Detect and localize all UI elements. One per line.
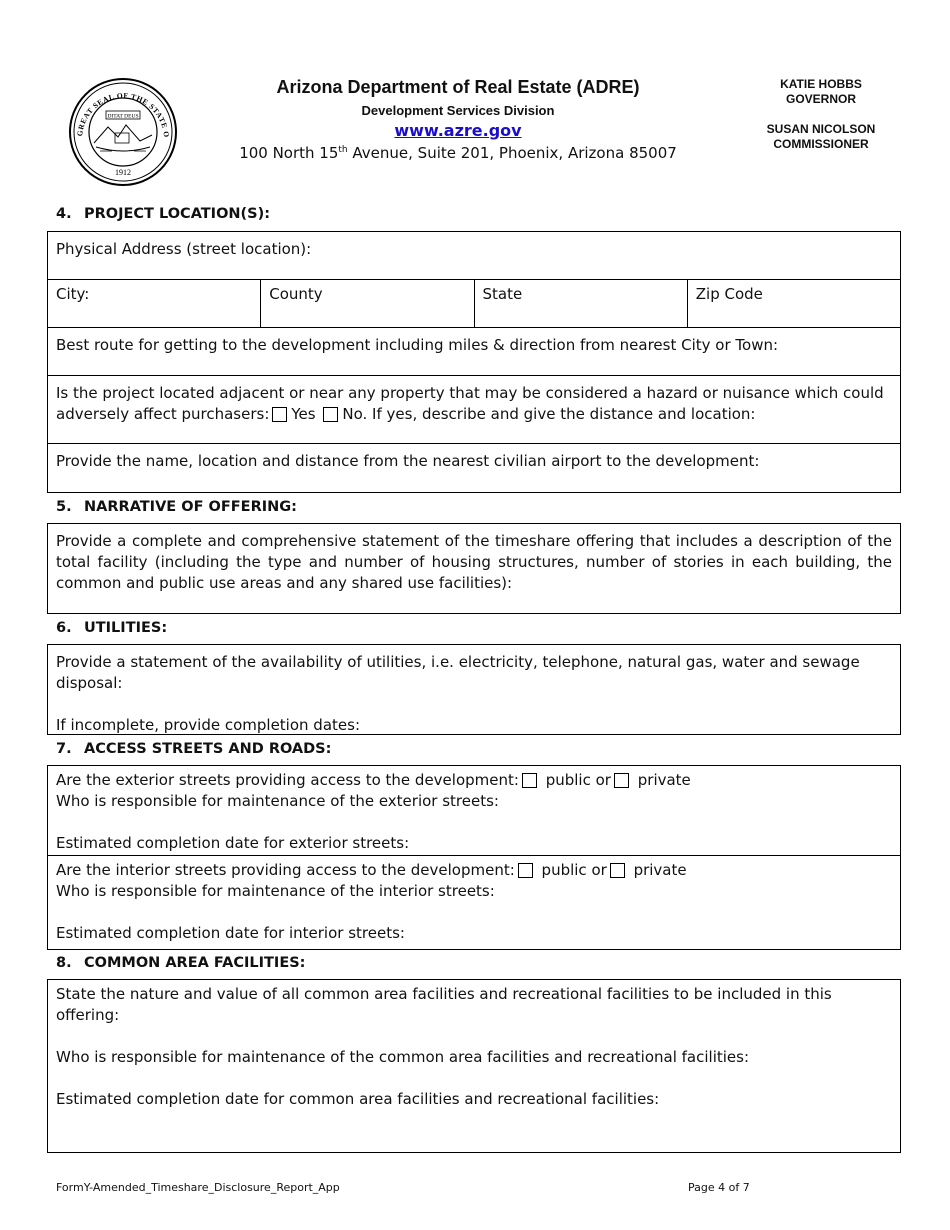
agency-title: Arizona Department of Real Estate (ADRE) (276, 77, 640, 97)
best-route-field[interactable]: Best route for getting to the development including miles & direction from nearest City or Town: (48, 328, 900, 376)
project-location-table (47, 231, 901, 493)
exterior-public-checkbox[interactable] (522, 773, 537, 788)
section-5-heading: 5. NARRATIVE OF OFFERING: (56, 499, 297, 515)
exterior-streets-field: Are the exterior streets providing access to the development: public or private Who is responsible for maintenance of the exterior streets: Estimated completion date for exterior streets: (48, 766, 900, 856)
section-6-heading: 6. UTILITIES: (56, 620, 168, 636)
interior-completion-label: Estimated completion date for interior streets: (56, 924, 405, 942)
common-area-field[interactable]: State the nature and value of all common area facilities and recreational facilities to be included in this offering: Who is responsible for maintenance of the common area facilities and recreational facilities: Estimated completion date for common area facilities and recreational facilities: (56, 985, 832, 1108)
commissioner-block (745, 122, 897, 152)
interior-public-checkbox[interactable] (518, 863, 533, 878)
nearest-airport-field[interactable]: Provide the name, location and distance from the nearest civilian airport to the development: (56, 452, 760, 470)
state-field[interactable]: State (475, 280, 688, 327)
hazard-no-checkbox[interactable] (323, 407, 338, 422)
county-field[interactable]: County (261, 280, 474, 327)
commissioner-title: COMMISSIONER (773, 137, 869, 151)
page-number: Page 4 of 7 (688, 1181, 750, 1194)
physical-address-field[interactable]: Physical Address (street location): (48, 232, 900, 280)
governor-block (745, 77, 897, 107)
utilities-field[interactable]: Provide a statement of the availability of utilities, i.e. electricity, telephone, natural gas, water and sewage disposal: If incomplete, provide completion dates: (56, 653, 860, 734)
state-seal-icon (68, 77, 178, 187)
narrative-of-offering-table (47, 523, 901, 614)
exterior-private-checkbox[interactable] (614, 773, 629, 788)
governor-name: KATIE HOBBS (780, 77, 862, 91)
interior-private-checkbox[interactable] (610, 863, 625, 878)
narrative-field[interactable]: Provide a complete and comprehensive statement of the timeshare offering that includes a description of the total facility (including the type and number of housing structures, number of stories in each building, the common and public use areas and any shared use facilities): (56, 532, 892, 592)
commissioner-name: SUSAN NICOLSON (766, 122, 876, 136)
common-area-table (47, 979, 901, 1153)
exterior-maintenance-label: Who is responsible for maintenance of the exterior streets: (56, 792, 499, 810)
interior-maintenance-label: Who is responsible for maintenance of the interior streets: (56, 882, 495, 900)
division-title: Development Services Division (361, 103, 555, 118)
access-streets-table (47, 765, 901, 950)
section-8-heading: 8. COMMON AREA FACILITIES: (56, 955, 306, 971)
hazard-question-field: Is the project located adjacent or near any property that may be considered a hazard or nuisance which could adversely affect purchasers: Yes No. If yes, describe and give the distance and location: (48, 376, 900, 444)
seal-ring-text: GREAT SEAL OF THE STATE O (75, 90, 172, 139)
seal-motto: DITAT DEUS (107, 113, 139, 120)
zip-code-field[interactable]: Zip Code (695, 285, 763, 303)
interior-streets-field: Are the interior streets providing access to the development: public or private Who is responsible for maintenance of the interior streets: Estimated completion date for interior streets: (48, 856, 900, 949)
section-4-heading: 4. PROJECT LOCATION(S): (56, 206, 271, 222)
city-field[interactable]: City: (48, 280, 261, 327)
svg-text:GREAT SEAL OF THE STATE OF ARI (68, 77, 171, 138)
hazard-question-label: Is the project located adjacent or near any property that may be considered a hazard or nuisance which could adversely affect purchasers: (56, 384, 884, 423)
exterior-completion-label: Estimated completion date for exterior streets: (56, 834, 410, 852)
website-link[interactable]: www.azre.gov (394, 121, 522, 140)
agency-address: 100 North 15th Avenue, Suite 201, Phoenix, Arizona 85007 (239, 144, 677, 162)
utilities-table (47, 644, 901, 735)
section-7-heading: 7. ACCESS STREETS AND ROADS: (56, 741, 332, 757)
city-county-row (48, 280, 900, 328)
governor-title: GOVERNOR (785, 92, 856, 106)
seal-year: 1912 (115, 168, 131, 177)
form-name: FormY-Amended_Timeshare_Disclosure_Report_App (56, 1181, 340, 1194)
hazard-yes-checkbox[interactable] (272, 407, 287, 422)
